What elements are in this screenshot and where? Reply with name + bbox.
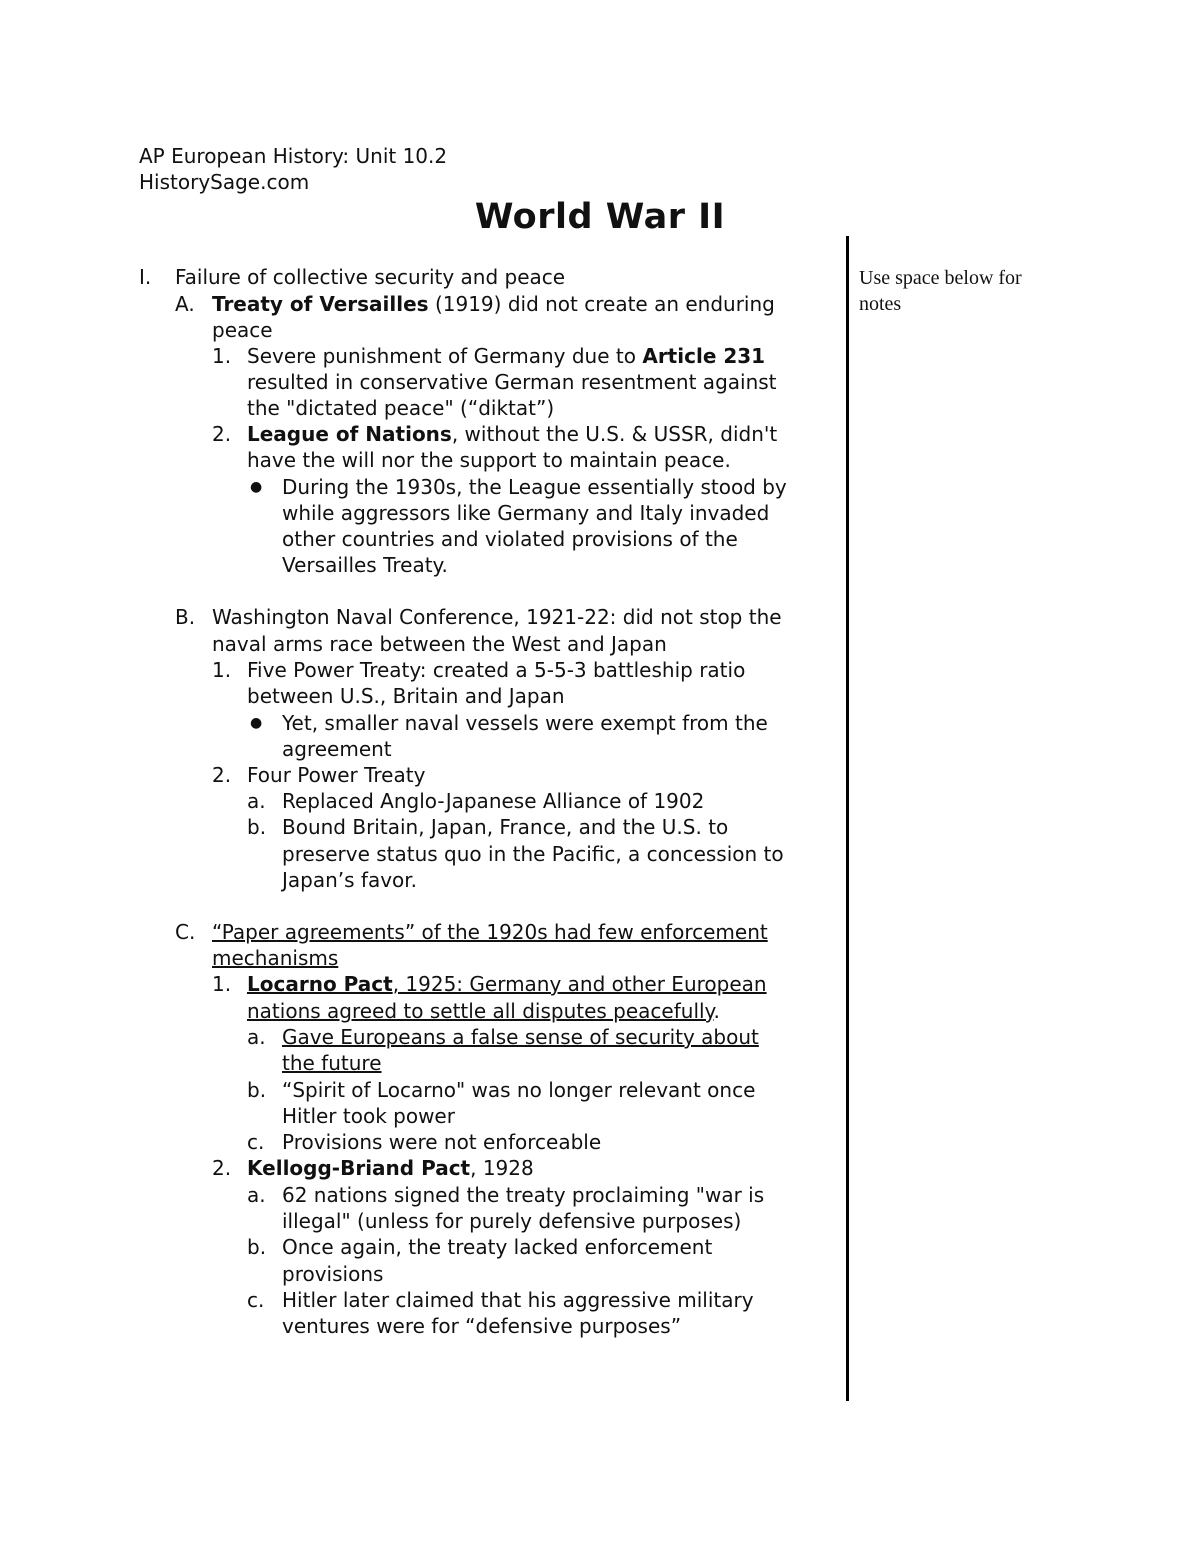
text-segment: , 1928 (470, 1156, 534, 1180)
text-segment: , 1925: Germany and other European (392, 972, 767, 996)
section-c-line: mechanisms (212, 946, 339, 970)
outline-marker: a. (247, 789, 266, 813)
notes-label: Use space below for notes (859, 267, 1022, 315)
section-a-line: peace (212, 318, 273, 342)
outline-marker: 1. (212, 344, 232, 368)
text-segment: nations agreed to settle all disputes peacefully (247, 999, 714, 1023)
text-segment: , without the U.S. & USSR, didn't (451, 422, 778, 446)
section-a-line (212, 291, 775, 317)
outline-marker: b. (247, 1235, 267, 1259)
bullet-line: Versailles Treaty. (282, 553, 448, 577)
section-i-heading: Failure of collective security and peace (175, 265, 566, 289)
sub-item-line: Japan’s favor. (282, 868, 418, 892)
outline-marker: 1. (212, 658, 232, 682)
bullet-line: agreement (282, 737, 392, 761)
list-item (247, 343, 765, 369)
bold-term: Locarno Pact (247, 972, 393, 996)
section-c-line: “Paper agreements” of the 1920s had few enforcement (212, 920, 768, 944)
bullet-icon: ● (250, 715, 263, 731)
sub-item-line: preserve status quo in the Pacific, a concession to (282, 842, 784, 866)
list-item-line: resulted in conservative German resentment against (247, 370, 777, 394)
text-segment: Severe punishment of Germany due to (247, 344, 643, 368)
outline-marker: b. (247, 1078, 267, 1102)
sub-item-line: 62 nations signed the treaty proclaiming "war is (282, 1183, 765, 1207)
list-item-line: have the will nor the support to maintain peace. (247, 448, 731, 472)
site-name: HistorySage.com (139, 170, 310, 194)
list-item (247, 421, 777, 447)
list-item-line (247, 998, 720, 1024)
bullet-line: Yet, smaller naval vessels were exempt from the (282, 711, 768, 735)
page-title: World War II (474, 197, 726, 237)
sub-item-line: provisions (282, 1262, 384, 1286)
bullet-line: while aggressors like Germany and Italy invaded (282, 501, 770, 525)
outline-marker: I. (139, 265, 152, 289)
outline-marker: B. (175, 605, 196, 629)
bullet-line: other countries and violated provisions of the (282, 527, 738, 551)
outline-marker: C. (175, 920, 196, 944)
text-segment: (1919) did not create an enduring (428, 292, 775, 316)
bold-term: Kellogg-Briand Pact (247, 1156, 471, 1180)
section-b-line: naval arms race between the West and Japan (212, 632, 667, 656)
outline-marker: c. (247, 1130, 265, 1154)
list-item-line: between U.S., Britain and Japan (247, 684, 565, 708)
list-item-line: the "dictated peace" (“diktat”) (247, 396, 555, 420)
list-item (247, 971, 767, 997)
sub-item-line: Hitler took power (282, 1104, 455, 1128)
bold-term: League of Nations (247, 422, 452, 446)
outline-marker: 2. (212, 1156, 232, 1180)
outline-marker: 2. (212, 422, 232, 446)
bullet-line: During the 1930s, the League essentially stood by (282, 475, 787, 499)
course-heading: AP European History: Unit 10.2 (139, 144, 448, 168)
column-divider (846, 236, 849, 1401)
text-segment: . (713, 999, 720, 1023)
outline-marker: b. (247, 815, 267, 839)
outline-marker: c. (247, 1288, 265, 1312)
outline-marker: a. (247, 1183, 266, 1207)
outline-marker: a. (247, 1025, 266, 1049)
outline-marker: A. (175, 292, 195, 316)
sub-item-line: “Spirit of Locarno" was no longer relevant once (282, 1078, 756, 1102)
sub-item-line: Provisions were not enforceable (282, 1130, 602, 1154)
list-item: Five Power Treaty: created a 5-5-3 battleship ratio (247, 658, 746, 682)
bullet-icon: ● (250, 479, 263, 495)
outline-marker: 1. (212, 972, 232, 996)
list-item: Four Power Treaty (247, 763, 426, 787)
sub-item-line: Replaced Anglo-Japanese Alliance of 1902 (282, 789, 705, 813)
bold-term: Article 231 (642, 344, 766, 368)
bold-term: Treaty of Versailles (212, 292, 429, 316)
sub-item-line: ventures were for “defensive purposes” (282, 1314, 682, 1338)
sub-item-line: Gave Europeans a false sense of security about (282, 1025, 759, 1049)
sub-item-line: Hitler later claimed that his aggressive military (282, 1288, 754, 1312)
section-b-line: Washington Naval Conference, 1921-22: did not stop the (212, 605, 782, 629)
outline-marker: 2. (212, 763, 232, 787)
list-item (247, 1155, 534, 1181)
sub-item-line: the future (282, 1051, 382, 1075)
sub-item-line: Bound Britain, Japan, France, and the U.S. to (282, 815, 729, 839)
sub-item-line: illegal" (unless for purely defensive purposes) (282, 1209, 742, 1233)
sub-item-line: Once again, the treaty lacked enforcement (282, 1235, 713, 1259)
